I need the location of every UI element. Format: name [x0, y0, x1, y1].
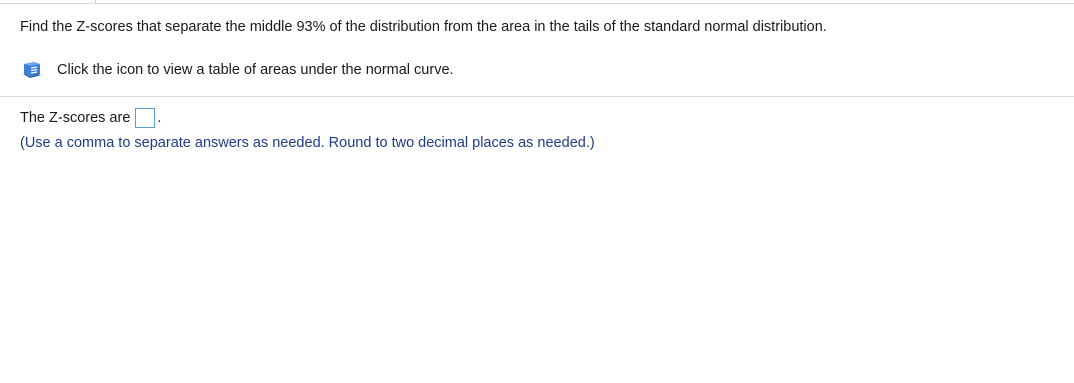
normal-table-link[interactable]: Click the icon to view a table of areas under the normal curve. [57, 62, 454, 78]
top-divider [0, 3, 1074, 4]
answer-period: . [157, 110, 162, 126]
z-scores-answer-input[interactable] [135, 108, 155, 128]
answer-row [20, 106, 161, 130]
question-text: Find the Z-scores that separate the middle 93% of the distribution from the area in the tails of the standard normal distribution. [20, 19, 827, 35]
top-divider-tick [95, 0, 96, 3]
answer-label: The Z-scores are [20, 110, 131, 126]
section-divider [0, 96, 1074, 97]
answer-instructions: (Use a comma to separate answers as needed. Round to two decimal places as needed.) [20, 135, 595, 151]
book-icon[interactable] [22, 61, 42, 79]
help-row [22, 60, 454, 80]
